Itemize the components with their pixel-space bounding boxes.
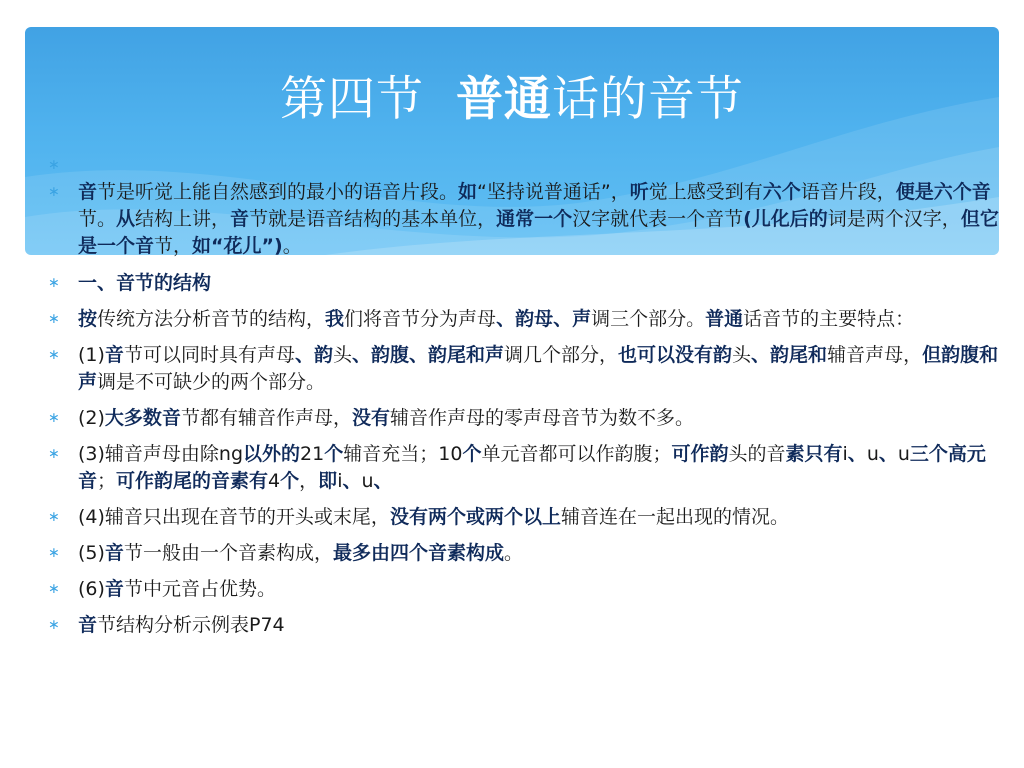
emphasized-text: 从 bbox=[116, 208, 136, 230]
text-run: 节。 bbox=[78, 208, 117, 230]
emphasized-text: 可作韵 bbox=[671, 443, 729, 465]
text-run: (3) bbox=[78, 443, 105, 465]
text-run: ， bbox=[299, 470, 319, 492]
body-content bbox=[48, 152, 1006, 639]
text-run: 节结构分析示例表P74 bbox=[97, 614, 285, 636]
text-run: 节中元音占优势。 bbox=[123, 578, 276, 600]
text-run: 传统方法分析音节的结构， bbox=[97, 308, 326, 330]
bullet-icon: ∗ bbox=[48, 347, 60, 363]
emphasized-text: 音 bbox=[78, 181, 98, 203]
paragraph-method bbox=[48, 306, 1006, 333]
bullet-icon: ∗ bbox=[48, 617, 60, 633]
text-run: “坚持说普通话”， bbox=[477, 181, 630, 203]
text-run: 调是不可缺少的两个部分。 bbox=[97, 371, 326, 393]
text-run: 头 bbox=[332, 344, 352, 366]
feature-item-6 bbox=[48, 576, 1006, 603]
text-run: 话音节的主要特点： bbox=[743, 308, 915, 330]
text-run: u bbox=[361, 470, 374, 492]
text-run: (1) bbox=[78, 344, 105, 366]
emphasized-text: 可作韵尾的音素有 bbox=[116, 470, 269, 492]
text-run: 汉字就代表一个音节 bbox=[572, 208, 744, 230]
text-run: 词是两个汉字， bbox=[827, 208, 961, 230]
text-run: 节， bbox=[154, 235, 193, 257]
emphasized-text: 六个 bbox=[762, 181, 801, 203]
text-run: 结构上讲， bbox=[135, 208, 231, 230]
text-run: 辅音只出现在音节的开头或末尾， bbox=[104, 506, 390, 528]
emphasized-text: 音 bbox=[230, 208, 250, 230]
title-part-2: 普通 bbox=[455, 72, 552, 127]
emphasized-text: 大多数音 bbox=[104, 407, 181, 429]
emphasized-text: 个 bbox=[280, 470, 300, 492]
text-run: 单元音都可以作韵腹； bbox=[481, 443, 672, 465]
text-run: (4) bbox=[78, 506, 105, 528]
bullet-icon: ∗ bbox=[48, 275, 60, 291]
emphasized-text: 但它是一个音 bbox=[78, 208, 999, 257]
text-run: 节是听觉上能自然感到的最小的语音片段。 bbox=[97, 181, 459, 203]
text-run: 辅音声母由除ng bbox=[104, 443, 244, 465]
text-run: 头 bbox=[732, 344, 752, 366]
emphasized-text: 、韵尾和 bbox=[751, 344, 828, 366]
emphasized-text: 最多由四个音素构成 bbox=[332, 542, 504, 564]
emphasized-text: 、 bbox=[878, 443, 898, 465]
emphasized-text: 、韵母、声 bbox=[496, 308, 592, 330]
text-run: 辅音声母， bbox=[827, 344, 923, 366]
text-run: i bbox=[337, 470, 343, 492]
emphasized-text: 我 bbox=[325, 308, 345, 330]
emphasized-text: (儿化后的 bbox=[743, 208, 828, 230]
text-run: 21 bbox=[300, 443, 325, 465]
feature-item-2 bbox=[48, 405, 1006, 432]
emphasized-text: 如 bbox=[458, 181, 478, 203]
text-run: 辅音作声母的零声母音节为数不多。 bbox=[389, 407, 694, 429]
text-run: 觉上感受到有 bbox=[648, 181, 763, 203]
text-run: 。 bbox=[503, 542, 523, 564]
text-run: 调几个部分， bbox=[504, 344, 619, 366]
emphasized-text: 、 bbox=[342, 470, 362, 492]
title-part-1: 第四节 bbox=[280, 72, 425, 127]
text-run: 节可以同时具有声母 bbox=[123, 344, 295, 366]
text-run: 节一般由一个音素构成， bbox=[123, 542, 333, 564]
text-run: ； bbox=[97, 470, 117, 492]
bullet-icon: ∗ bbox=[48, 509, 60, 525]
emphasized-text: 、韵 bbox=[294, 344, 333, 366]
emphasized-text: 没有 bbox=[351, 407, 390, 429]
bullet-icon: ∗ bbox=[48, 157, 60, 173]
emphasized-text: 没有两个或两个以上 bbox=[389, 506, 561, 528]
bullet-icon: ∗ bbox=[48, 446, 60, 462]
text-run: u bbox=[866, 443, 879, 465]
emphasized-text: 也可以没有韵 bbox=[618, 344, 733, 366]
emphasized-text: 以外的 bbox=[243, 443, 301, 465]
bullet-icon: ∗ bbox=[48, 410, 60, 426]
emphasized-text: 普通 bbox=[705, 308, 744, 330]
emphasized-text: 按 bbox=[78, 308, 98, 330]
emphasized-text: 一、音节的结构 bbox=[78, 272, 212, 294]
bullet-icon: ∗ bbox=[48, 311, 60, 327]
emphasized-text: 个 bbox=[462, 443, 482, 465]
emphasized-text: 素只有 bbox=[785, 443, 843, 465]
emphasized-text: 听 bbox=[629, 181, 649, 203]
emphasized-text: 音 bbox=[78, 614, 98, 636]
text-run: 头的音 bbox=[728, 443, 786, 465]
text-run: 们将音节分为声母 bbox=[344, 308, 497, 330]
emphasized-text: 音 bbox=[104, 578, 124, 600]
text-run: 辅音连在一起出现的情况。 bbox=[560, 506, 789, 528]
paragraph-intro bbox=[48, 179, 1006, 260]
emphasized-text: 、韵腹、韵尾和声 bbox=[351, 344, 504, 366]
text-run: 调三个部分。 bbox=[591, 308, 706, 330]
text-run: 辅音充当；10 bbox=[343, 443, 463, 465]
bullet-icon: ∗ bbox=[48, 581, 60, 597]
emphasized-text: 、 bbox=[847, 443, 867, 465]
title-part-3: 话的音节 bbox=[551, 72, 744, 127]
emphasized-text: 通常一个 bbox=[496, 208, 573, 230]
emphasized-text: 、 bbox=[373, 470, 393, 492]
feature-item-1 bbox=[48, 342, 1006, 396]
text-run: 。 bbox=[282, 235, 302, 257]
emphasized-text: 但韵腹和声 bbox=[78, 344, 999, 393]
text-run: (2) bbox=[78, 407, 105, 429]
paragraph-empty bbox=[48, 152, 1006, 179]
text-run: u bbox=[897, 443, 910, 465]
section-heading bbox=[48, 270, 1006, 297]
text-run: 语音片段， bbox=[800, 181, 896, 203]
emphasized-text: 音 bbox=[104, 344, 124, 366]
emphasized-text: 即 bbox=[318, 470, 338, 492]
emphasized-text: 个 bbox=[324, 443, 344, 465]
emphasized-text: 便是六个音 bbox=[895, 181, 991, 203]
feature-item-5 bbox=[48, 540, 1006, 567]
text-run: 4 bbox=[268, 470, 281, 492]
reference-line bbox=[48, 612, 1006, 639]
text-run: 节就是语音结构的基本单位， bbox=[249, 208, 497, 230]
slide-title bbox=[25, 70, 999, 130]
bullet-icon: ∗ bbox=[48, 545, 60, 561]
text-run: (6) bbox=[78, 578, 105, 600]
emphasized-text: 音 bbox=[104, 542, 124, 564]
text-run: i bbox=[842, 443, 848, 465]
feature-item-4 bbox=[48, 504, 1006, 531]
text-run: (5) bbox=[78, 542, 105, 564]
emphasized-text: 三个高元音 bbox=[78, 443, 986, 492]
text-run: 节都有辅音作声母， bbox=[180, 407, 352, 429]
bullet-icon: ∗ bbox=[48, 184, 60, 200]
feature-item-3 bbox=[48, 441, 1006, 495]
emphasized-text: 如“花儿”) bbox=[192, 235, 283, 257]
